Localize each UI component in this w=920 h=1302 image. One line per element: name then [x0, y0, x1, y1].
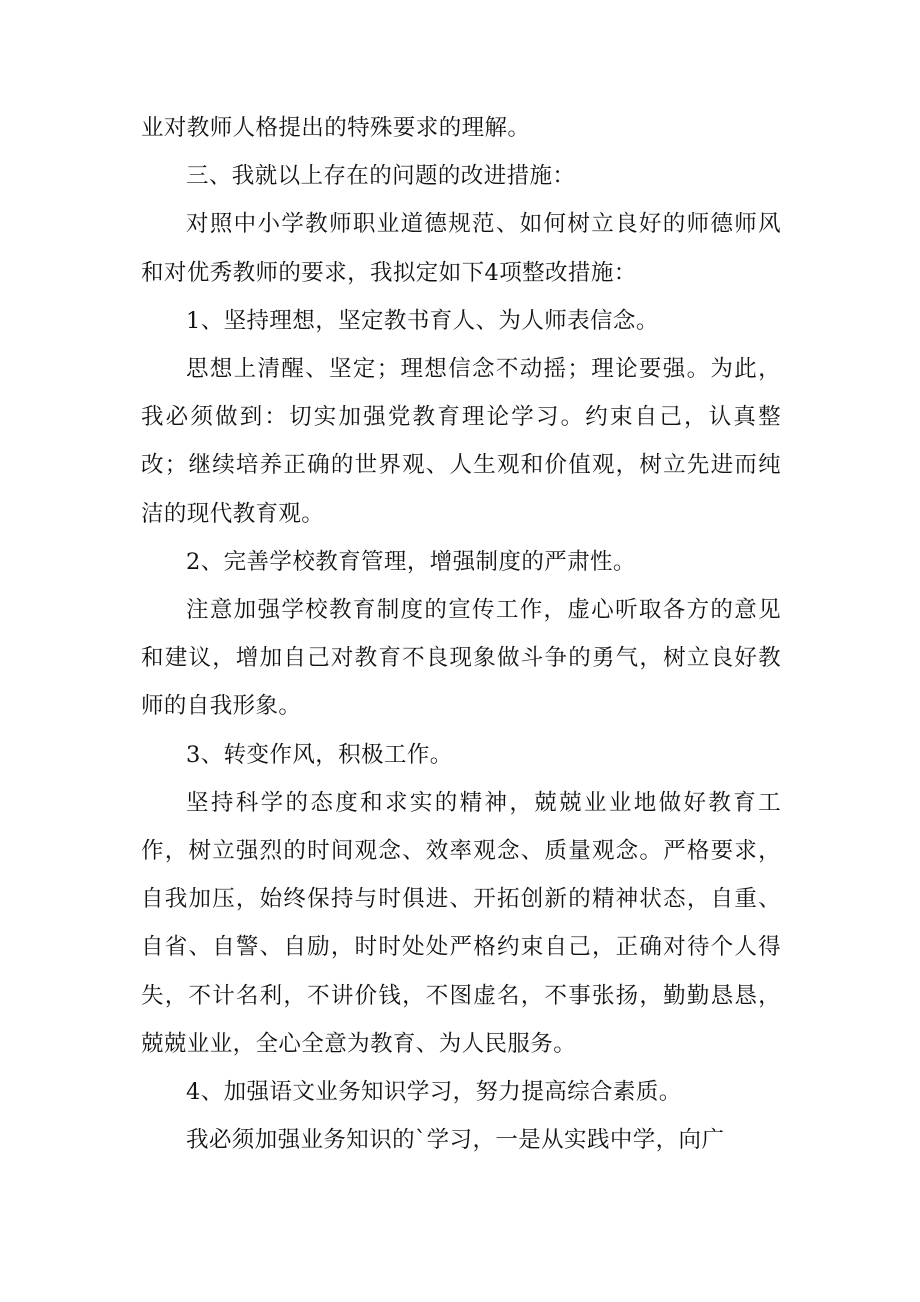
measure-body-3: 坚持科学的态度和求实的精神，兢兢业业地做好教育工作，树立强烈的时间观念、效率观念、质量观念。严格要求，自我加压，始终保持与时俱进、开拓创新的精神状态，自重、自省、自警、自励，时时处处严格约束自己，正确对待个人得失，不计名利，不讲价钱，不图虚名，不事张扬，勤勤恳恳，兢兢业业，全心全意为教育、为人民服务。 [141, 789, 781, 1057]
measure-heading-3: 3、转变作风，积极工作。 [186, 741, 453, 768]
document-body [141, 104, 781, 1164]
paragraph-intro-measures: 对照中小学教师职业道德规范、如何树立良好的师德师风和对优秀教师的要求，我拟定如下4项整改措施： [141, 211, 781, 286]
measure-body-2: 注意加强学校教育制度的宣传工作，虚心听取各方的意见和建议，增加自己对教育不良现象做斗争的勇气，树立良好教师的自我形象。 [141, 597, 781, 720]
measure-body-4: 我必须加强业务知识的`学习，一是从实践中学，向广 [186, 1127, 725, 1154]
section-heading-improvement-measures: 三、我就以上存在的问题的改进措施： [186, 163, 576, 190]
paragraph-continuation: 业对教师人格提出的特殊要求的理解。 [141, 115, 531, 141]
measure-heading-2: 2、完善学校教育管理，增强制度的严肃性。 [186, 548, 636, 575]
measure-heading-1: 1、坚持理想，坚定教书育人、为人师表信念。 [186, 307, 659, 334]
measure-heading-4: 4、加强语文业务知识学习，努力提高综合素质。 [186, 1079, 682, 1106]
measure-body-1: 思想上清醒、坚定；理想信念不动摇；理论要强。为此，我必须做到：切实加强党教育理论学习。约束自己，认真整改；继续培养正确的世界观、人生观和价值观，树立先进而纯洁的现代教育观。 [141, 356, 781, 527]
